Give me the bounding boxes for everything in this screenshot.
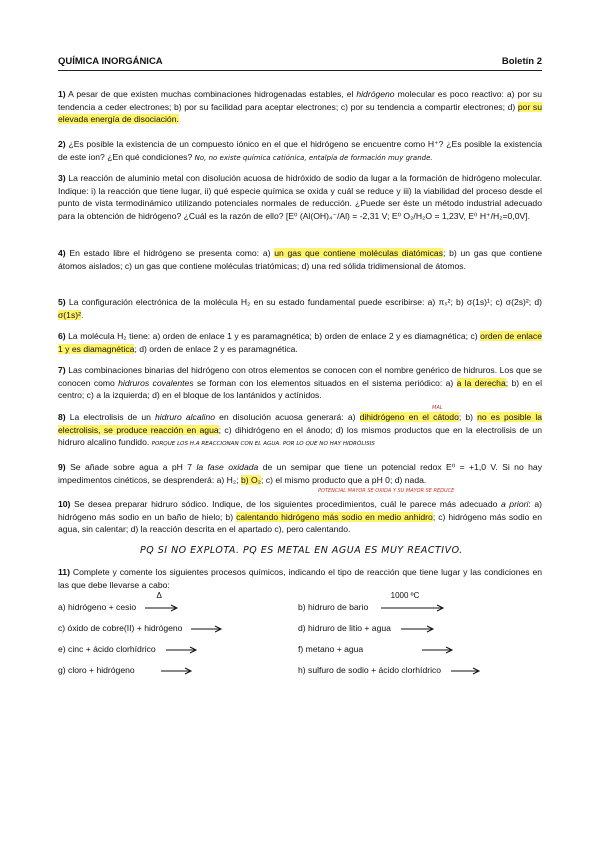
header-rule (58, 70, 542, 71)
question-text: . (80, 309, 84, 320)
reaction-b (298, 591, 445, 613)
question-number: 7) (58, 365, 66, 375)
question-6 (58, 330, 542, 355)
question-text: ; c) el mismo producto que a pH 0; d) nada. (261, 474, 427, 485)
reaction-d (298, 622, 435, 634)
reaction-f (298, 643, 454, 655)
question-text: : a) hidrógeno más sodio en un baño de hielo; b) (58, 499, 542, 522)
question-text: ; b) en el centro; c) a la izquierda; d) en el bloque de los lantánidos y actínidos. (58, 377, 542, 401)
question-text: molecular es poco reactivo: a) por su tendencia a ceder electrones; b) por su facilidad para aceptar electrones; c) por su tendencia a compartir electrones; d) (58, 89, 542, 112)
question-number: 3) (58, 173, 66, 183)
course-title: QUÍMICA INORGÁNICA (58, 56, 163, 67)
question-11 (58, 566, 542, 591)
arrow-right-icon (381, 604, 445, 612)
reaction-g (58, 664, 193, 676)
question-text: Se añade sobre agua a pH 7 (70, 462, 197, 472)
handwritten-correction: MAL (432, 405, 443, 411)
highlighted-answer: σ(1s)² (58, 309, 81, 320)
condition-label: 1000 ºC (390, 591, 420, 600)
highlighted-answer: a la derecha (456, 377, 506, 388)
handwritten-correction: POTENCIAL MAYOR SE OXIDA Y SU MAYOR SE REDUCE (318, 488, 455, 494)
question-number: 1) (58, 89, 66, 99)
reaction-label: e) cinc + ácido clorhídrico (58, 644, 156, 654)
highlighted-answer: un gas que contiene moléculas diatómicas (274, 248, 443, 258)
reaction-label: f) metano + agua (298, 644, 364, 654)
reaction-arrow (145, 591, 179, 613)
arrow-right-icon (145, 604, 179, 612)
question-italic: la fase oxidada (196, 462, 259, 472)
question-text: ; b) un gas que contiene átomos aislados; c) un gas que contiene moléculas triatómicas; d) una red sólida tridimensional de átomos. (58, 248, 543, 271)
question-text: En estado libre el hidrógeno se presenta como: a) (69, 248, 275, 258)
highlighted-answer: calentando hidrógeno más sodio en medio anhidro (236, 511, 433, 522)
handwritten-note: PORQUE LOS H.A REACCIONAN CON EL AGUA. POR LO QUE NO HAY HIDRÓLISIS (151, 441, 375, 448)
question-text: Complete y comente los siguientes procesos químicos, indicando el tipo de reacción que tiene lugar y las condiciones en las que debe llevarse a cabo: (58, 567, 543, 590)
reaction-arrow (381, 591, 445, 613)
reaction-h (298, 664, 481, 676)
question-text: Se desea preparar hidruro sódico. Indique, de los siguientes procedimientos, cuál le parece más adecuado (73, 499, 501, 509)
question-text: ; c) hidrógeno más sodio en agua, sin calentar; d) la reacción descrita en el apartado c), pero calentando. (58, 511, 542, 535)
reaction-a (58, 591, 179, 613)
question-9 (58, 461, 542, 486)
reaction-e (58, 643, 198, 655)
question-number: 10) (58, 499, 71, 509)
page-header (58, 56, 542, 70)
question-text: La molécula H₂ tiene: a) orden de enlace 1 y es paramagnética; b) orden de enlace 2 y es diamagnética; c) (68, 331, 481, 341)
reaction-c (58, 622, 223, 634)
question-text: de un semipar que tiene un potencial redox E⁰ = +1,0 V. Si no hay impedimentos cinéticos, se desprenderá: a) H₂; (58, 462, 542, 485)
question-text: ; b) (458, 412, 478, 422)
question-italic: a priori (500, 499, 529, 509)
question-italic: hidrógeno (356, 89, 395, 99)
reaction-label: g) cloro + hidrógeno (58, 665, 135, 675)
question-text: ; d) orden de enlace 2 y es paramagnética. (134, 343, 298, 354)
arrow-right-icon (161, 667, 193, 675)
question-text: en disolución acuosa generará: a) (215, 412, 360, 422)
highlighted-answer: por su elevada energía de disociación. (58, 101, 542, 125)
question-text: se forman con los elementos situados en el sistema periódico: a) (193, 377, 457, 388)
question-number: 11) (58, 567, 70, 577)
reaction-label: h) sulfuro de sodio + ácido clorhídrico (298, 665, 442, 675)
arrow-right-icon (401, 625, 435, 633)
question-7 (58, 364, 542, 402)
reaction-label: c) óxido de cobre(II) + hidrógeno (58, 623, 183, 633)
question-number: 4) (58, 248, 66, 258)
arrow-right-icon (451, 667, 481, 675)
sheet-title: Boletín 2 (501, 56, 542, 67)
question-number: 8) (58, 412, 66, 422)
question-number: 2) (58, 139, 66, 149)
question-10 (58, 498, 542, 536)
reaction-label: d) hidruro de litio + agua (298, 623, 391, 633)
question-text: ; c) dihidrógeno en el ánodo; d) los mismos productos que en la electrolisis de un hidruro alcalino fundido. (58, 424, 542, 448)
question-5 (58, 296, 542, 321)
highlighted-answer: no es posible la electrolisis, se produce reacción en agua (58, 412, 543, 435)
arrow-right-icon (166, 646, 198, 654)
question-text: La electrolisis de un (69, 412, 155, 422)
question-number: 6) (58, 331, 66, 341)
highlighted-answer: orden de enlace 1 y es diamagnética (58, 331, 543, 354)
question-1 (58, 88, 542, 126)
question-8 (58, 411, 542, 451)
reaction-label: a) hidrógeno + cesio (58, 602, 137, 612)
question-number: 9) (58, 462, 66, 472)
handwritten-note: PQ SI NO EXPLOTA. PQ ES METAL EN AGUA ES MUY REACTIVO. (140, 545, 463, 556)
question-3 (58, 172, 542, 222)
question-italic: hidruro alcalino (155, 412, 216, 422)
arrow-right-icon (422, 646, 454, 654)
condition-label: Δ (156, 591, 162, 600)
question-text: Las combinaciones binarias del hidrógeno con otros elementos se conocen con el nombre genérico de hidruros. Los que se conocen como (58, 365, 542, 388)
highlighted-answer: b) O₂ (240, 474, 261, 485)
reaction-label: b) hidruro de bario (298, 602, 369, 612)
question-text: La reacción de aluminio metal con disolución acuosa de hidróxido de sodio da lugar a la formación de hidrógeno molecular. Indique: i) la reacción que tiene lugar, ii) qué especie química se oxida y cuál se reduce y iii) la viabilidad del proceso desde el punto de vista termodinámico utilizando potenciales normales de reducción. ¿Puede ser éste un método industrial adecuado para la obtención de hidrógeno? ¿Cuál es la razón de ello? [E⁰ (Al(OH)₄⁻/Al) = -2,31 V; E⁰ O₂/H₂O = 1,23V, E⁰ H⁺/H₂=0,0V]. (58, 173, 542, 221)
highlighted-answer: dihidrógeno en el cátodo (359, 412, 459, 422)
question-number: 5) (58, 297, 66, 307)
question-2 (58, 138, 542, 164)
arrow-right-icon (191, 625, 223, 633)
question-italic: hidruros covalentes (118, 377, 194, 388)
handwritten-note: No, no existe química catiónica, entalpía de formación muy grande. (194, 153, 433, 162)
question-text: A pesar de que existen muchas combinaciones hidrogenadas estables, el (68, 89, 357, 99)
question-text: La configuración electrónica de la molécula H₂ en su estado fundamental puede escribirse: a) πₛ²; b) σ(1s)¹; c) σ(2s)²; d) (68, 297, 542, 307)
question-4 (58, 247, 542, 272)
question-text: ¿Es posible la existencia de un compuesto iónico en el que el hidrógeno se encuentre como H⁺? ¿Es posible la existencia de este ion? ¿En qué condiciones? (58, 139, 543, 162)
